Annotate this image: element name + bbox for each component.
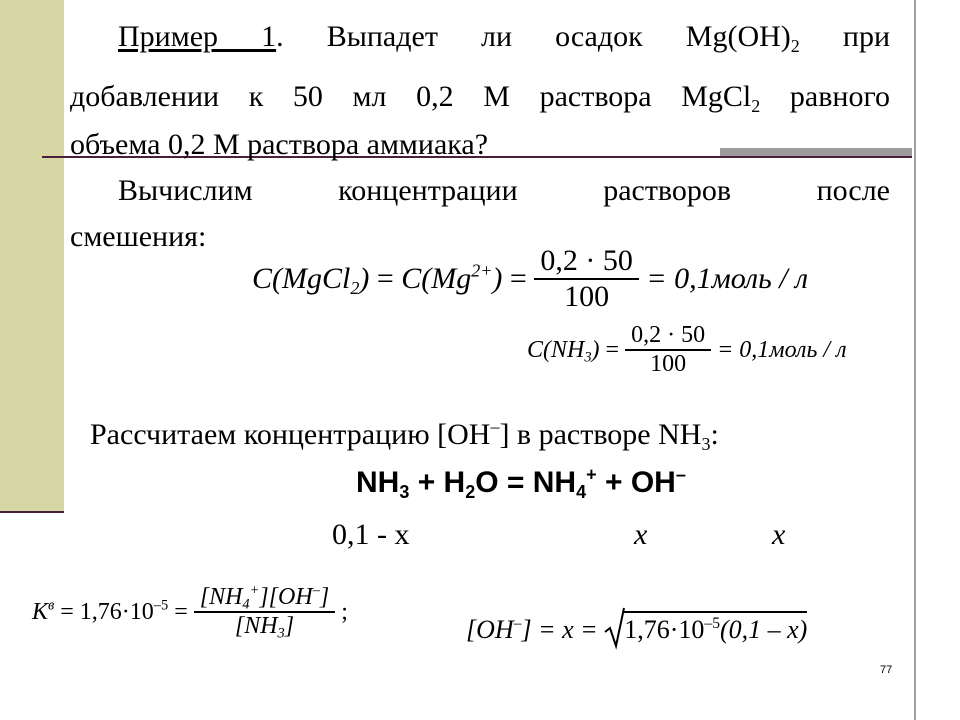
example-label: Пример 1 bbox=[118, 20, 277, 53]
page-number: 77 bbox=[880, 664, 893, 676]
fraction-2: $\frac{0,2 \cdot 50}{100}$ bbox=[625, 322, 711, 378]
problem-line-2 bbox=[70, 80, 890, 116]
sidebar-divider bbox=[0, 511, 64, 513]
calc-intro-line1: Вычислим концентрации растворов после bbox=[118, 174, 890, 207]
kb-equation: $K^в = 1,76\cdot 10^{-5}$ = $\frac{[NH_4^+][OH^-]}{[NH_3]}$ ; bbox=[32, 582, 348, 642]
oh-equation: $[OH^-] = x = 1,76\cdot 10^{-5}(0,1 - x)$ bbox=[466, 606, 807, 650]
calc-intro-line2: смешения: bbox=[70, 220, 207, 253]
title-text: . Выпадет ли осадок Mg(OH) bbox=[276, 20, 791, 53]
title-tail: при bbox=[799, 20, 890, 53]
equation-nh3: $C(NH_3)$ = $\frac{0,2 \cdot 50}{100}$ = 0,1моль / л bbox=[527, 322, 847, 377]
reaction-equation: $NH_3 + H_2O = NH_4^+ + OH^-$ bbox=[356, 464, 686, 502]
sqrt-content: $1,76\cdot 10^{-5}(0,1 - x)$ bbox=[624, 611, 807, 645]
kb-fraction: $\frac{[NH_4^+][OH^-]}{[NH_3]}$ bbox=[194, 584, 336, 640]
line2-tail: равного bbox=[760, 80, 890, 113]
conc-nh3: 0,1 - x bbox=[332, 518, 410, 551]
equation-mgcl2: C(MgCl$_2$) = $C(Mg^{2+})$ = $\frac{0,2 \cdot 50}{100}$ = 0,1моль / л bbox=[252, 244, 809, 313]
oh-calc-line: Рассчитаем концентрацию [OH–] в растворе $NH_3$: bbox=[90, 416, 719, 454]
right-border-line bbox=[914, 0, 916, 720]
sqrt-icon bbox=[604, 606, 626, 650]
decorative-sidebar bbox=[0, 0, 64, 512]
conc-oh: x bbox=[772, 518, 786, 551]
conc-nh4: x bbox=[634, 518, 648, 551]
problem-line-3: объема 0,2 М раствора аммиака? bbox=[70, 128, 489, 161]
title-sub: 2 bbox=[790, 35, 800, 56]
problem-title-line bbox=[118, 20, 890, 56]
fraction-1: $\frac{0,2 \cdot 50}{100}$ bbox=[534, 244, 639, 314]
line2-text: добавлении к 50 мл 0,2 М раствора MgCl bbox=[70, 80, 752, 113]
line2-sub: 2 bbox=[751, 95, 761, 116]
